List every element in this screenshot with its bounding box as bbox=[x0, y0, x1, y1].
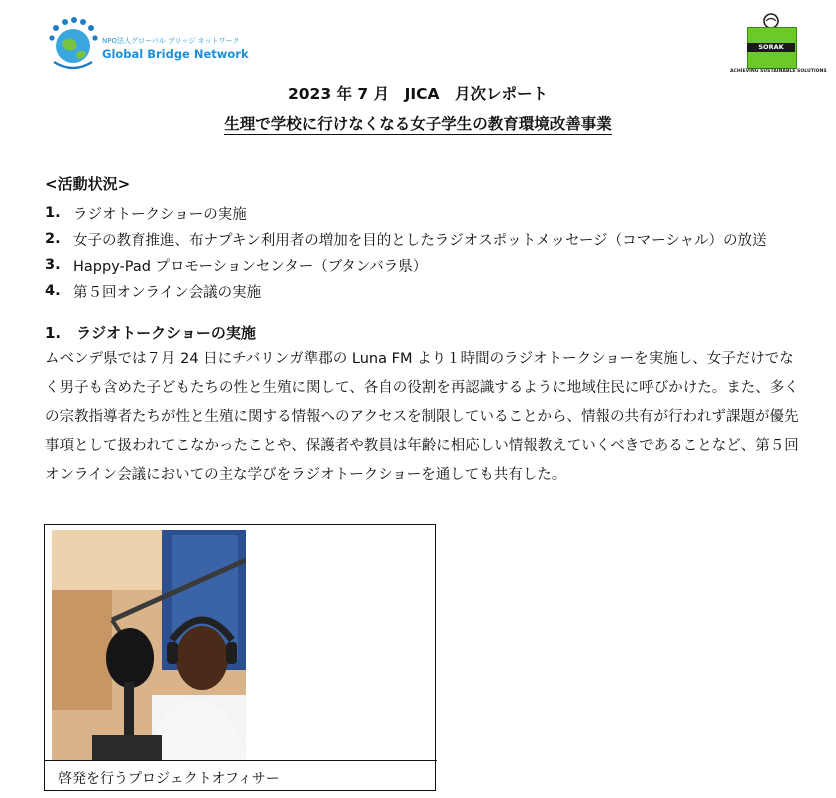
list-item-text: 第５回オンライン会議の実施 bbox=[73, 284, 262, 301]
list-item bbox=[45, 226, 767, 252]
project-title-text: 生理で学校に行けなくなる女子学生の教育環境改善事業 bbox=[224, 115, 612, 133]
project-title bbox=[0, 112, 836, 134]
sorak-logo-name: SORAK bbox=[747, 43, 795, 52]
activity-heading: <活動状況> bbox=[45, 175, 131, 193]
radio-studio-photo-icon bbox=[52, 530, 246, 760]
section1-body: ムベンデ県では７月 24 日にチバリンガ準郡の Luna FM より１時間のラジオトークショーを実施し、女子だけでなく男子も含めた子どもたちの性と生殖に関して、各自の役割を再認識するように地域住民に呼びかけた。また、多くの宗教指導者たちが性と生殖に関する情報へのアクセスを制限していることから、情報の共有が行われず課題が優先事項として扱われてこなかったことや、保護者や教員は年齢に相応しい情報教えていくべきであることなど、第５回オンライン会議においての主な学びをラジオトークショーを通しても共有した。 bbox=[45, 351, 799, 483]
list-item-text: 女子の教育推進、布ナプキン利用者の増加を目的としたラジオスポットメッセージ（コマーシャル）の放送 bbox=[73, 232, 767, 249]
logo-brand-name: Global Bridge Network bbox=[102, 47, 249, 61]
list-item-number: 2. bbox=[45, 231, 61, 247]
list-item-number: 1. bbox=[45, 205, 61, 221]
list-item-text: Happy-Pad プロモーションセンター（ブタンバラ県） bbox=[73, 258, 428, 275]
logo-small-text: NPO法人グローバル ブリッジ ネットワーク bbox=[102, 37, 240, 45]
photo-caption: 啓発を行うプロジェクトオフィサー bbox=[58, 771, 280, 787]
section1-heading: 1. ラジオトークショーの実施 bbox=[45, 324, 256, 342]
global-bridge-network-logo bbox=[46, 12, 249, 70]
sorak-logo bbox=[730, 12, 827, 78]
list-item-number: 3. bbox=[45, 257, 61, 273]
list-item bbox=[45, 278, 767, 304]
list-item-number: 4. bbox=[45, 283, 61, 299]
list-item bbox=[45, 200, 767, 226]
sorak-logo-tagline: ACHIEVING SUSTAINABLE SOLUTIONS bbox=[730, 69, 827, 74]
list-item-text: ラジオトークショーの実施 bbox=[73, 206, 247, 223]
project-officer-photo bbox=[52, 530, 246, 760]
activity-list bbox=[45, 200, 767, 304]
photo-figure bbox=[44, 524, 436, 791]
globe-people-logo-icon bbox=[46, 16, 100, 70]
report-title: 2023 年 7 月 JICA 月次レポート bbox=[287, 85, 549, 103]
list-item bbox=[45, 252, 767, 278]
caption-box bbox=[45, 760, 437, 791]
